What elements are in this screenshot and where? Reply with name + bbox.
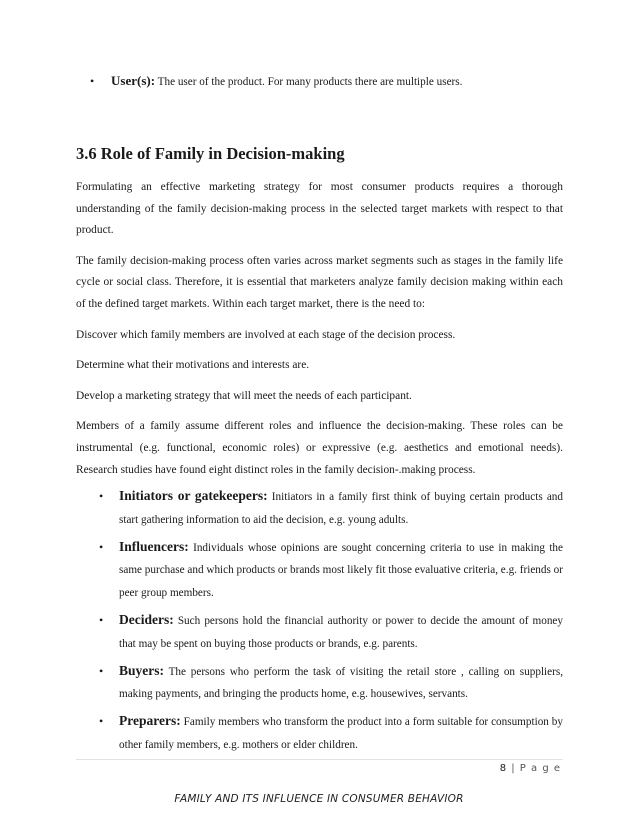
role-text: Individuals whose opinions are sought concerning criteria to use in making the same purchase and which products or brands most likely fit those evaluative criteria, e.g. friends or peer group members. xyxy=(119,541,563,600)
bullet-icon: • xyxy=(99,714,104,729)
page-number xyxy=(500,763,561,774)
paragraph: Determine what their motivations and interests are. xyxy=(76,359,310,372)
paragraph: Develop a marketing strategy that will meet the needs of each participant. xyxy=(76,389,412,402)
bullet-text: The user of the product. For many products there are multiple users. xyxy=(155,76,463,88)
bullet-icon: • xyxy=(99,489,104,503)
list-item xyxy=(76,660,563,707)
role-term: Initiators or gatekeepers: xyxy=(119,488,268,503)
bullet-term: User(s): xyxy=(111,73,156,88)
list-item xyxy=(76,536,563,605)
paragraph: Formulating an effective marketing strategy for most consumer products requires a thorough understanding of the family decision-making process in the selected target markets with respect to that product. xyxy=(76,181,563,237)
role-term: Buyers: xyxy=(119,662,164,678)
bullet-icon: • xyxy=(99,539,104,554)
role-term: Deciders: xyxy=(119,611,174,627)
paragraph: The family decision-making process often varies across market segments such as stages in the family life cycle or social class. Therefore, it is essential that marketers analyze family decision making within each of the defined target markets. Within each target market, there is the need to: xyxy=(76,254,563,310)
role-text: Family members who transform the product into a form suitable for consumption by other family members, e.g. mothers or elder children. xyxy=(119,716,563,751)
paragraph: Members of a family assume different roles and influence the decision-making. These roles can be instrumental (e.g. functional, economic roles) or expressive (e.g. aesthetics and emotional needs). Research studies have found eight distinct roles in the family decision-.making process. xyxy=(76,420,563,476)
role-text: Such persons hold the financial authority or power to decide the amount of money that may be spent on buying those products or brands, e.g. parents. xyxy=(119,614,563,650)
page-number-label: | P a g e xyxy=(507,763,561,774)
page-number-value: 8 xyxy=(499,763,508,774)
role-text: The persons who perform the task of visiting the retail store , calling on suppliers, making payments, and bringing the products home, e.g. housewives, servants. xyxy=(119,665,563,701)
bullet-icon: • xyxy=(99,612,104,627)
footer-title: FAMILY AND ITS INFLUENCE IN CONSUMER BEHAVIOR xyxy=(174,793,464,805)
section-heading: 3.6 Role of Family in Decision-making xyxy=(76,144,345,163)
paragraph: Discover which family members are involved at each stage of the decision process. xyxy=(76,328,456,341)
bullet-icon: • xyxy=(99,663,104,678)
list-item xyxy=(76,609,563,656)
role-text: Initiators in a family first think of buying certain products and start gathering information to aid the decision, e.g. young adults. xyxy=(119,491,563,526)
footer-divider xyxy=(76,759,563,760)
list-item xyxy=(76,710,563,757)
list-item xyxy=(76,485,563,532)
roles-list xyxy=(76,485,563,761)
users-bullet xyxy=(90,71,570,92)
role-term: Influencers: xyxy=(119,538,189,554)
section-body xyxy=(76,177,563,490)
role-term: Preparers: xyxy=(119,713,181,729)
bullet-icon: • xyxy=(90,74,95,88)
